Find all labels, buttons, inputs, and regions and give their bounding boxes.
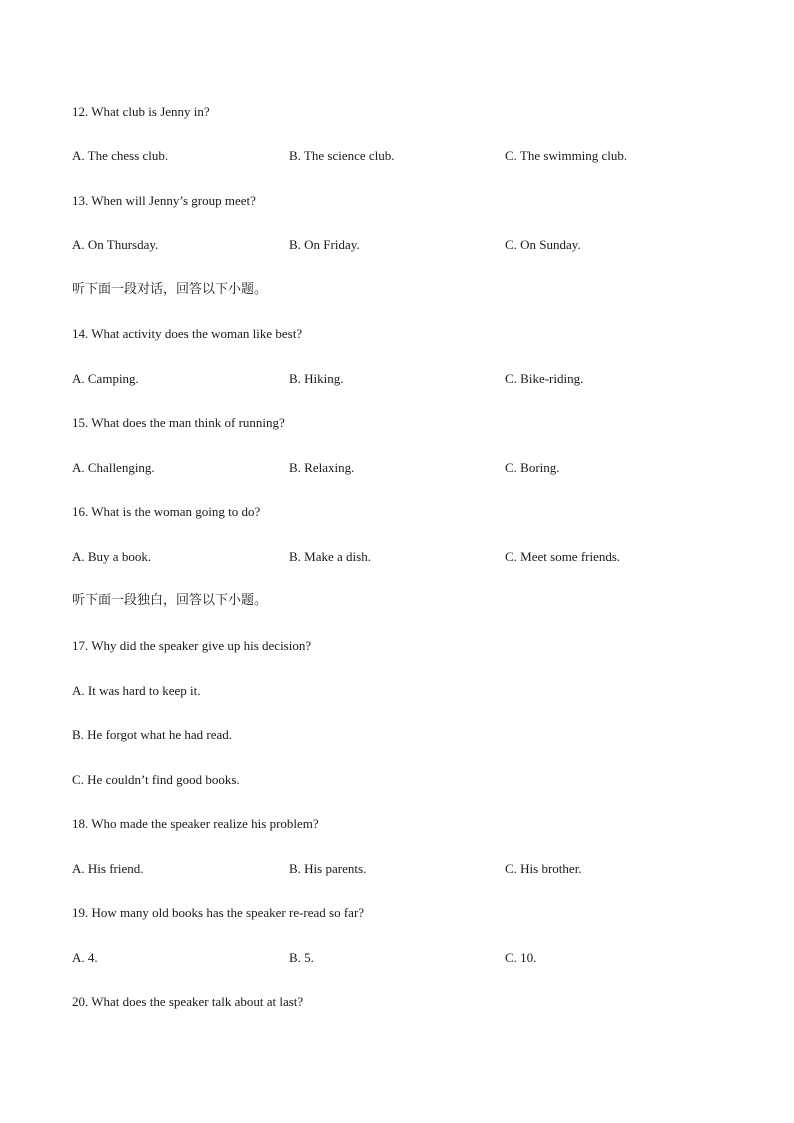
question-17-option-c: C. He couldn’t find good books. xyxy=(72,772,240,787)
question-17-stem: 17. Why did the speaker give up his decision? xyxy=(72,638,312,653)
question-14-option-b: B. Hiking. xyxy=(289,371,344,386)
question-13-option-c: C. On Sunday. xyxy=(505,237,581,252)
question-15-option-c: C. Boring. xyxy=(505,460,560,475)
section-instruction-dialogue: 听下面一段对话，回答以下小题。 xyxy=(72,282,268,297)
question-12-option-b: B. The science club. xyxy=(289,148,395,163)
question-19-stem: 19. How many old books has the speaker re-read so far? xyxy=(72,905,365,920)
question-14-option-c: C. Bike-riding. xyxy=(505,371,584,386)
question-12-option-c: C. The swimming club. xyxy=(505,148,628,163)
section-instruction-monologue: 听下面一段独白，回答以下小题。 xyxy=(72,593,268,608)
question-19-option-c: C. 10. xyxy=(505,950,537,965)
question-18-stem: 18. Who made the speaker realize his problem? xyxy=(72,816,319,831)
question-17-option-b: B. He forgot what he had read. xyxy=(72,727,233,742)
question-16-option-c: C. Meet some friends. xyxy=(505,549,621,564)
question-13-option-b: B. On Friday. xyxy=(289,237,360,252)
question-13-stem: 13. When will Jenny’s group meet? xyxy=(72,193,256,208)
question-18-option-a: A. His friend. xyxy=(72,861,144,876)
question-17-option-a: A. It was hard to keep it. xyxy=(72,683,201,698)
question-14-stem: 14. What activity does the woman like best? xyxy=(72,326,303,341)
question-14-option-a: A. Camping. xyxy=(72,371,139,386)
question-20-stem: 20. What does the speaker talk about at last? xyxy=(72,994,304,1009)
question-19-option-b: B. 5. xyxy=(289,950,314,965)
question-15-option-b: B. Relaxing. xyxy=(289,460,355,475)
question-13-option-a: A. On Thursday. xyxy=(72,237,159,252)
question-15-option-a: A. Challenging. xyxy=(72,460,155,475)
question-19-option-a: A. 4. xyxy=(72,950,98,965)
question-16-option-b: B. Make a dish. xyxy=(289,549,371,564)
question-12-option-a: A. The chess club. xyxy=(72,148,169,163)
question-18-option-b: B. His parents. xyxy=(289,861,367,876)
question-15-stem: 15. What does the man think of running? xyxy=(72,415,285,430)
question-16-option-a: A. Buy a book. xyxy=(72,549,152,564)
question-12-stem: 12. What club is Jenny in? xyxy=(72,104,210,119)
question-16-stem: 16. What is the woman going to do? xyxy=(72,504,261,519)
question-18-option-c: C. His brother. xyxy=(505,861,582,876)
